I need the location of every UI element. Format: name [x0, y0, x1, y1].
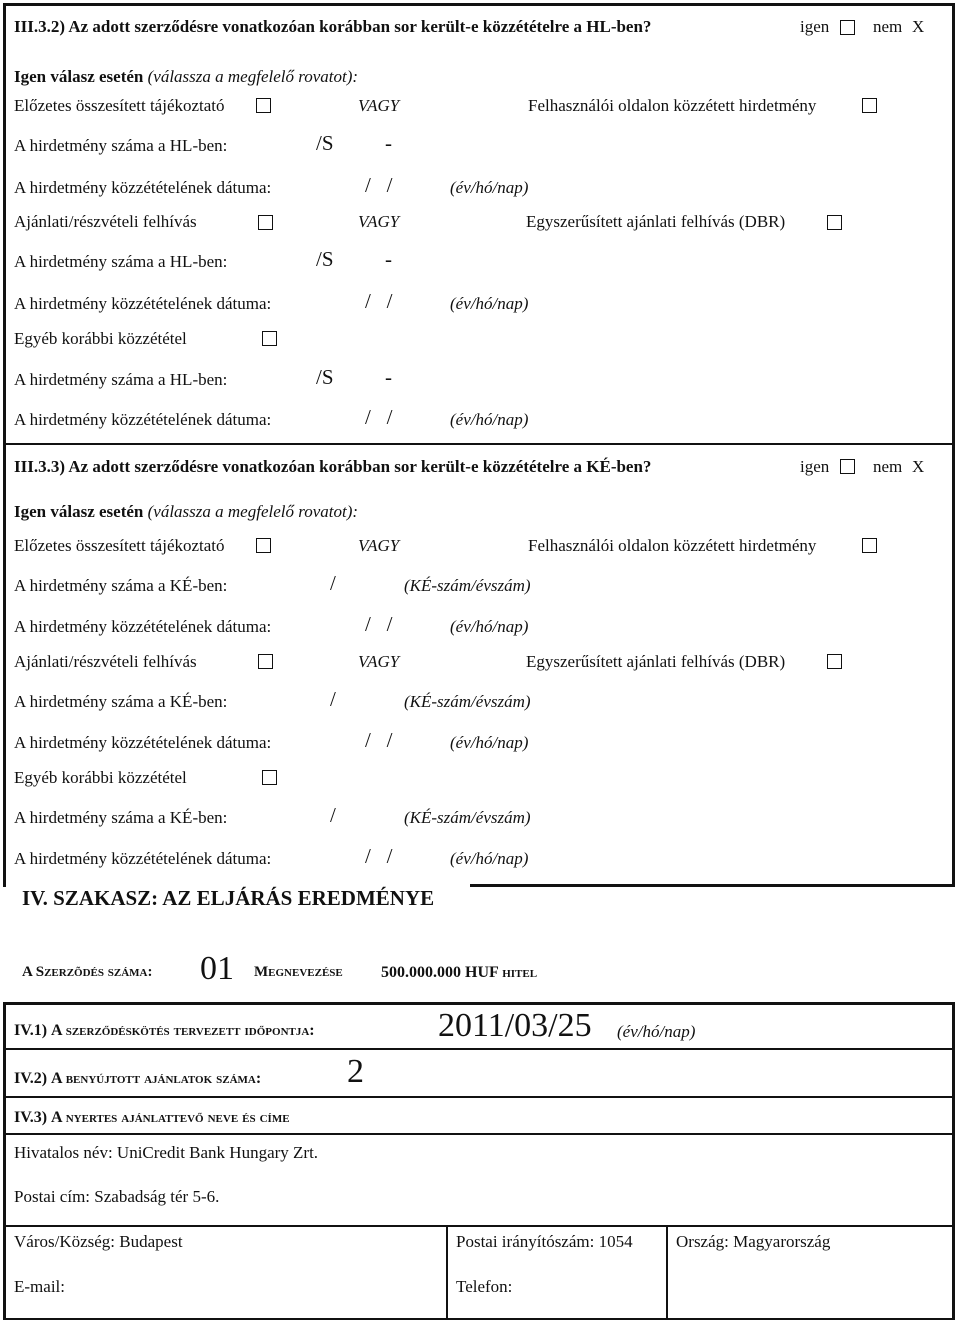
ke-szam-label: A hirdetmény száma a KÉ-ben: — [14, 808, 228, 827]
felhasznaloi-checkbox[interactable] — [862, 98, 877, 113]
ke-hint: (KÉ-szám/évszám) — [404, 692, 531, 711]
evhonap-hint: (év/hó/nap) — [450, 617, 529, 636]
date-slashes: / / — [365, 844, 393, 868]
iv2-label: IV.2) A benyújtott ajánlatok száma: — [14, 1070, 262, 1087]
frame-bottom-right — [470, 884, 955, 887]
szam-label: A hirdetmény száma a HL-ben: — [14, 136, 228, 155]
ke-hint: (KÉ-szám/évszám) — [404, 808, 531, 827]
email-field: E-mail: — [14, 1277, 65, 1296]
dbr-label: Egyszerűsített ajánlati felhívás (DBR) — [526, 212, 786, 231]
egyeb-checkbox[interactable] — [262, 770, 277, 785]
igen-label: igen — [800, 17, 830, 36]
egyeb-label: Egyéb korábbi közzététel — [14, 329, 187, 348]
vagy-text: VAGY — [358, 96, 400, 115]
s-mark: /S — [316, 365, 334, 389]
felhasznaloi-label: Felhasználói oldalon közzétett hirdetmény — [528, 536, 817, 555]
szam-label: A hirdetmény száma a HL-ben: — [14, 252, 228, 271]
iv1-date-value: 2011/03/25 — [438, 1007, 592, 1044]
igen-valasz-line: Igen válasz esetén (válassza a megfelelő rovatot): — [14, 67, 359, 86]
dbr-checkbox[interactable] — [827, 654, 842, 669]
datum-label: A hirdetmény közzétételének dátuma: — [14, 849, 272, 868]
slash-mark: / — [330, 803, 336, 827]
evhonap-hint: (év/hó/nap) — [450, 178, 529, 197]
nem-label: nem — [873, 17, 903, 36]
ajanlati-checkbox[interactable] — [258, 215, 273, 230]
dash-mark: - — [385, 247, 392, 271]
section-heading-hl: III.3.2) Az adott szerződésre vonatkozóan korábban sor került-e közzétételre a HL-ben? — [14, 17, 652, 36]
nem-mark: X — [912, 17, 925, 36]
dbr-checkbox[interactable] — [827, 215, 842, 230]
irsz-field: Postai irányítószám: 1054 — [456, 1232, 633, 1251]
nem-label: nem — [873, 457, 903, 476]
date-slashes: / / — [365, 289, 393, 313]
col-divider-2 — [666, 1225, 668, 1320]
datum-label: A hirdetmény közzétételének dátuma: — [14, 294, 272, 313]
ke-szam-label: A hirdetmény száma a KÉ-ben: — [14, 692, 228, 711]
igen-label: igen — [800, 457, 830, 476]
s-mark: /S — [316, 247, 334, 271]
date-slashes: / / — [365, 612, 393, 636]
dash-mark: - — [385, 365, 392, 389]
orszag-field: Ország: Magyarország — [676, 1232, 831, 1251]
datum-label: A hirdetmény közzétételének dátuma: — [14, 617, 272, 636]
ke-szam-label: A hirdetmény száma a KÉ-ben: — [14, 576, 228, 595]
felhasznaloi-label: Felhasználói oldalon közzétett hirdetmény — [528, 96, 817, 115]
igen-checkbox[interactable] — [840, 459, 855, 474]
ajanlati-label: Ajánlati/részvételi felhívás — [14, 212, 197, 231]
elozetes-label: Előzetes összesített tájékoztató — [14, 536, 225, 555]
igen-valasz-line: Igen válasz esetén (válassza a megfelelő rovatot): — [14, 502, 359, 521]
datum-label: A hirdetmény közzétételének dátuma: — [14, 733, 272, 752]
varos-field: Város/Község: Budapest — [14, 1232, 183, 1251]
col-divider-1 — [446, 1225, 448, 1320]
megnevezese-label: Megnevezése — [254, 964, 343, 980]
szerzodes-number: 01 — [200, 950, 234, 987]
frame-left — [3, 3, 6, 887]
section-heading-ke: III.3.3) Az adott szerződésre vonatkozóan korábban sor került-e közzétételre a KÉ-ben? — [14, 457, 652, 476]
iv1-date-hint: (év/hó/nap) — [617, 1022, 696, 1041]
dbr-label: Egyszerűsített ajánlati felhívás (DBR) — [526, 652, 786, 671]
ajanlati-checkbox[interactable] — [258, 654, 273, 669]
iv1-label: IV.1) A szerződéskötés tervezett időpontja: — [14, 1022, 315, 1039]
ajanlati-label: Ajánlati/részvételi felhívás — [14, 652, 197, 671]
date-slashes: / / — [365, 728, 393, 752]
evhonap-hint: (év/hó/nap) — [450, 294, 529, 313]
elozetes-label: Előzetes összesített tájékoztató — [14, 96, 225, 115]
elozetes-checkbox[interactable] — [256, 538, 271, 553]
section-iv-title: IV. SZAKASZ: AZ ELJÁRÁS EREDMÉNYE — [22, 886, 435, 910]
szam-label: A hirdetmény száma a HL-ben: — [14, 370, 228, 389]
megnevezese-value: 500.000.000 HUF hitel — [381, 964, 538, 981]
iv3-divider — [3, 1133, 955, 1135]
datum-label: A hirdetmény közzétételének dátuma: — [14, 178, 272, 197]
hivatalos-nev: Hivatalos név: UniCredit Bank Hungary Zrt. — [14, 1143, 319, 1162]
frame-top — [3, 3, 955, 6]
elozetes-checkbox[interactable] — [256, 98, 271, 113]
felhasznaloi-checkbox[interactable] — [862, 538, 877, 553]
slash-mark: / — [330, 687, 336, 711]
igen-checkbox[interactable] — [840, 20, 855, 35]
evhonap-hint: (év/hó/nap) — [450, 849, 529, 868]
ke-hint: (KÉ-szám/évszám) — [404, 576, 531, 595]
vagy-text: VAGY — [358, 536, 400, 555]
s-mark: /S — [316, 131, 334, 155]
frame-right — [952, 3, 955, 887]
vagy-text: VAGY — [358, 212, 400, 231]
date-slashes: / / — [365, 405, 393, 429]
address-divider — [3, 1225, 955, 1227]
box-iv1-top — [3, 1002, 955, 1005]
iv3-label: IV.3) A nyertes ajánlattevő neve és címe — [14, 1109, 290, 1126]
date-slashes: / / — [365, 173, 393, 197]
evhonap-hint: (év/hó/nap) — [450, 410, 529, 429]
nem-mark: X — [912, 457, 925, 476]
egyeb-label: Egyéb korábbi közzététel — [14, 768, 187, 787]
dash-mark: - — [385, 131, 392, 155]
box-bottom — [3, 1318, 955, 1320]
postai-cim: Postai cím: Szabadság tér 5-6. — [14, 1187, 220, 1206]
box-iv3-top — [3, 1096, 955, 1098]
datum-label: A hirdetmény közzétételének dátuma: — [14, 410, 272, 429]
box-iv1-divider — [3, 1048, 955, 1050]
vagy-text: VAGY — [358, 652, 400, 671]
iv2-value: 2 — [347, 1053, 364, 1090]
frame-divider — [3, 443, 955, 445]
evhonap-hint: (év/hó/nap) — [450, 733, 529, 752]
szerzodes-label: A Szerzõdés száma: — [22, 964, 153, 980]
egyeb-checkbox[interactable] — [262, 331, 277, 346]
slash-mark: / — [330, 571, 336, 595]
telefon-field: Telefon: — [456, 1277, 513, 1296]
